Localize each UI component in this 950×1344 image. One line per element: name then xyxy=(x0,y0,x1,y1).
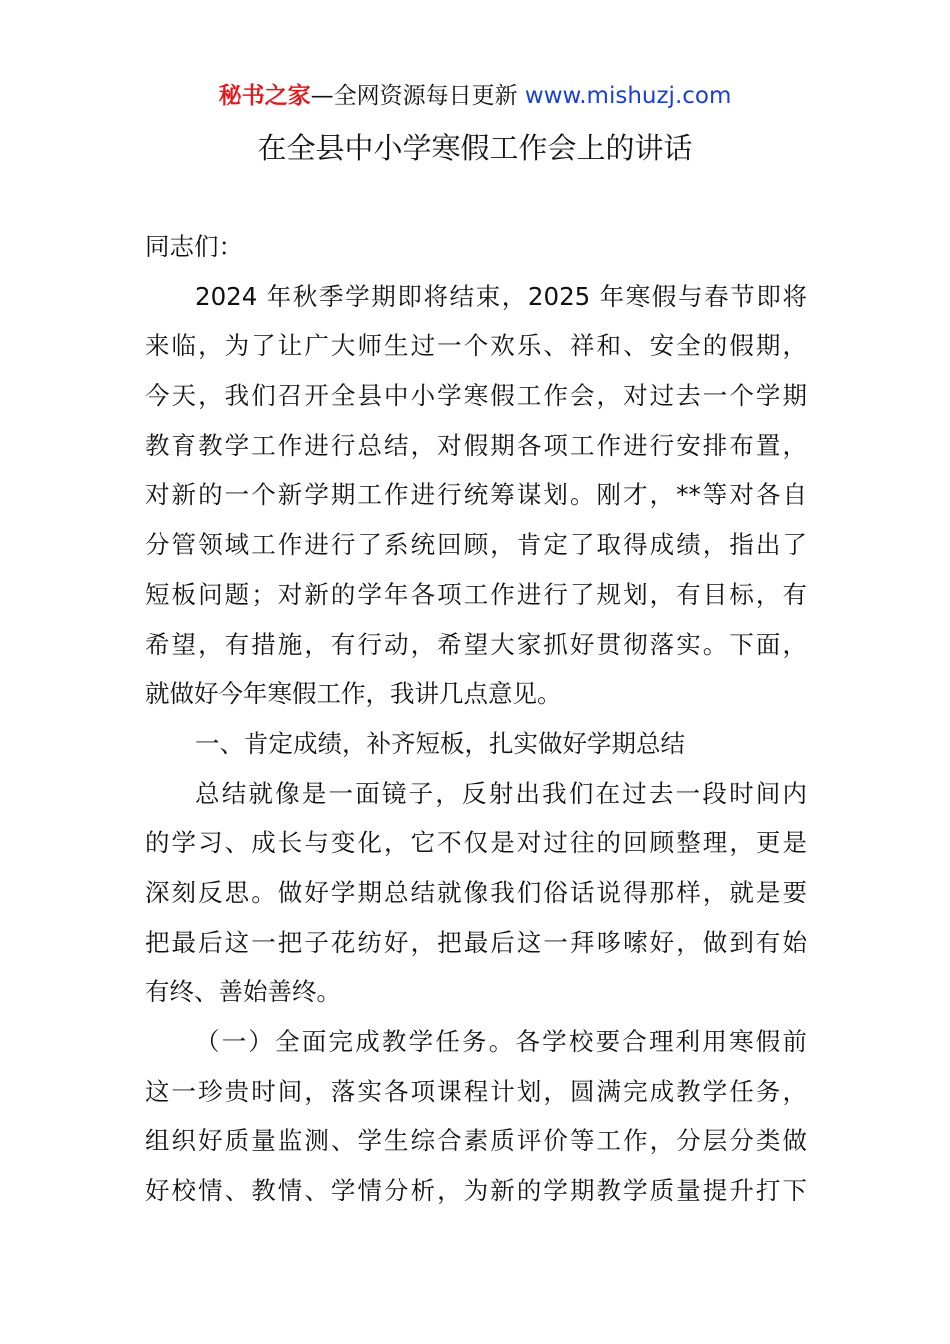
paragraph-line: 2024 年秋季学期即将结束，2025 年寒假与春节即将 xyxy=(195,281,807,311)
paragraph-line: 分管领域工作进行了系统回顾，肯定了取得成绩，指出了 xyxy=(145,530,807,560)
brand-name: 秘书之家 xyxy=(218,83,311,109)
paragraph-line: 的学习、成长与变化，它不仅是对过往的回顾整理，更是 xyxy=(145,828,807,858)
paragraph-line: 组织好质量监测、学生综合素质评价等工作，分层分类做 xyxy=(145,1126,807,1156)
site-url-link[interactable]: www.mishuzj.com xyxy=(524,83,732,109)
paragraph-line: 就做好今年寒假工作，我讲几点意见。 xyxy=(145,679,562,709)
document-title: 在全县中小学寒假工作会上的讲话 xyxy=(257,131,693,165)
paragraph-line: 教育教学工作进行总结，对假期各项工作进行安排布置， xyxy=(145,430,807,460)
paragraph-line: 对新的一个新学期工作进行统筹谋划。刚才，**等对各自 xyxy=(145,480,807,510)
paragraph-line: 深刻反思。做好学期总结就像我们俗话说得那样，就是要 xyxy=(145,877,807,907)
paragraph-line: 希望，有措施，有行动，希望大家抓好贯彻落实。下面， xyxy=(145,629,807,659)
salutation-line: 同志们： xyxy=(145,232,243,261)
paragraph-line: 这一珍贵时间，落实各项课程计划，圆满完成教学任务， xyxy=(145,1076,807,1106)
site-header xyxy=(0,80,950,112)
paragraph-line: 把最后这一把子花纺好，把最后这一拜哆嗦好，做到有始 xyxy=(145,927,807,957)
paragraph-line: 有终、善始善终。 xyxy=(145,977,341,1007)
paragraph-line: 总结就像是一面镜子，反射出我们在过去一段时间内 xyxy=(195,778,807,808)
speech-body xyxy=(145,222,807,1216)
paragraph-line: 短板问题；对新的学年各项工作进行了规划，有目标，有 xyxy=(145,579,807,609)
paragraph-line: （一）全面完成教学任务。各学校要合理利用寒假前 xyxy=(195,1027,807,1056)
section-heading: 一、肯定成绩，补齐短板，扎实做好学期总结 xyxy=(195,728,685,758)
paragraph-line: 好校情、教情、学情分析，为新的学期教学质量提升打下 xyxy=(145,1176,807,1206)
paragraph-line: 来临，为了让广大师生过一个欢乐、祥和、安全的假期， xyxy=(145,331,807,361)
header-tagline: —全网资源每日更新 xyxy=(310,83,518,109)
paragraph-line: 今天，我们召开全县中小学寒假工作会，对过去一个学期 xyxy=(145,381,807,411)
